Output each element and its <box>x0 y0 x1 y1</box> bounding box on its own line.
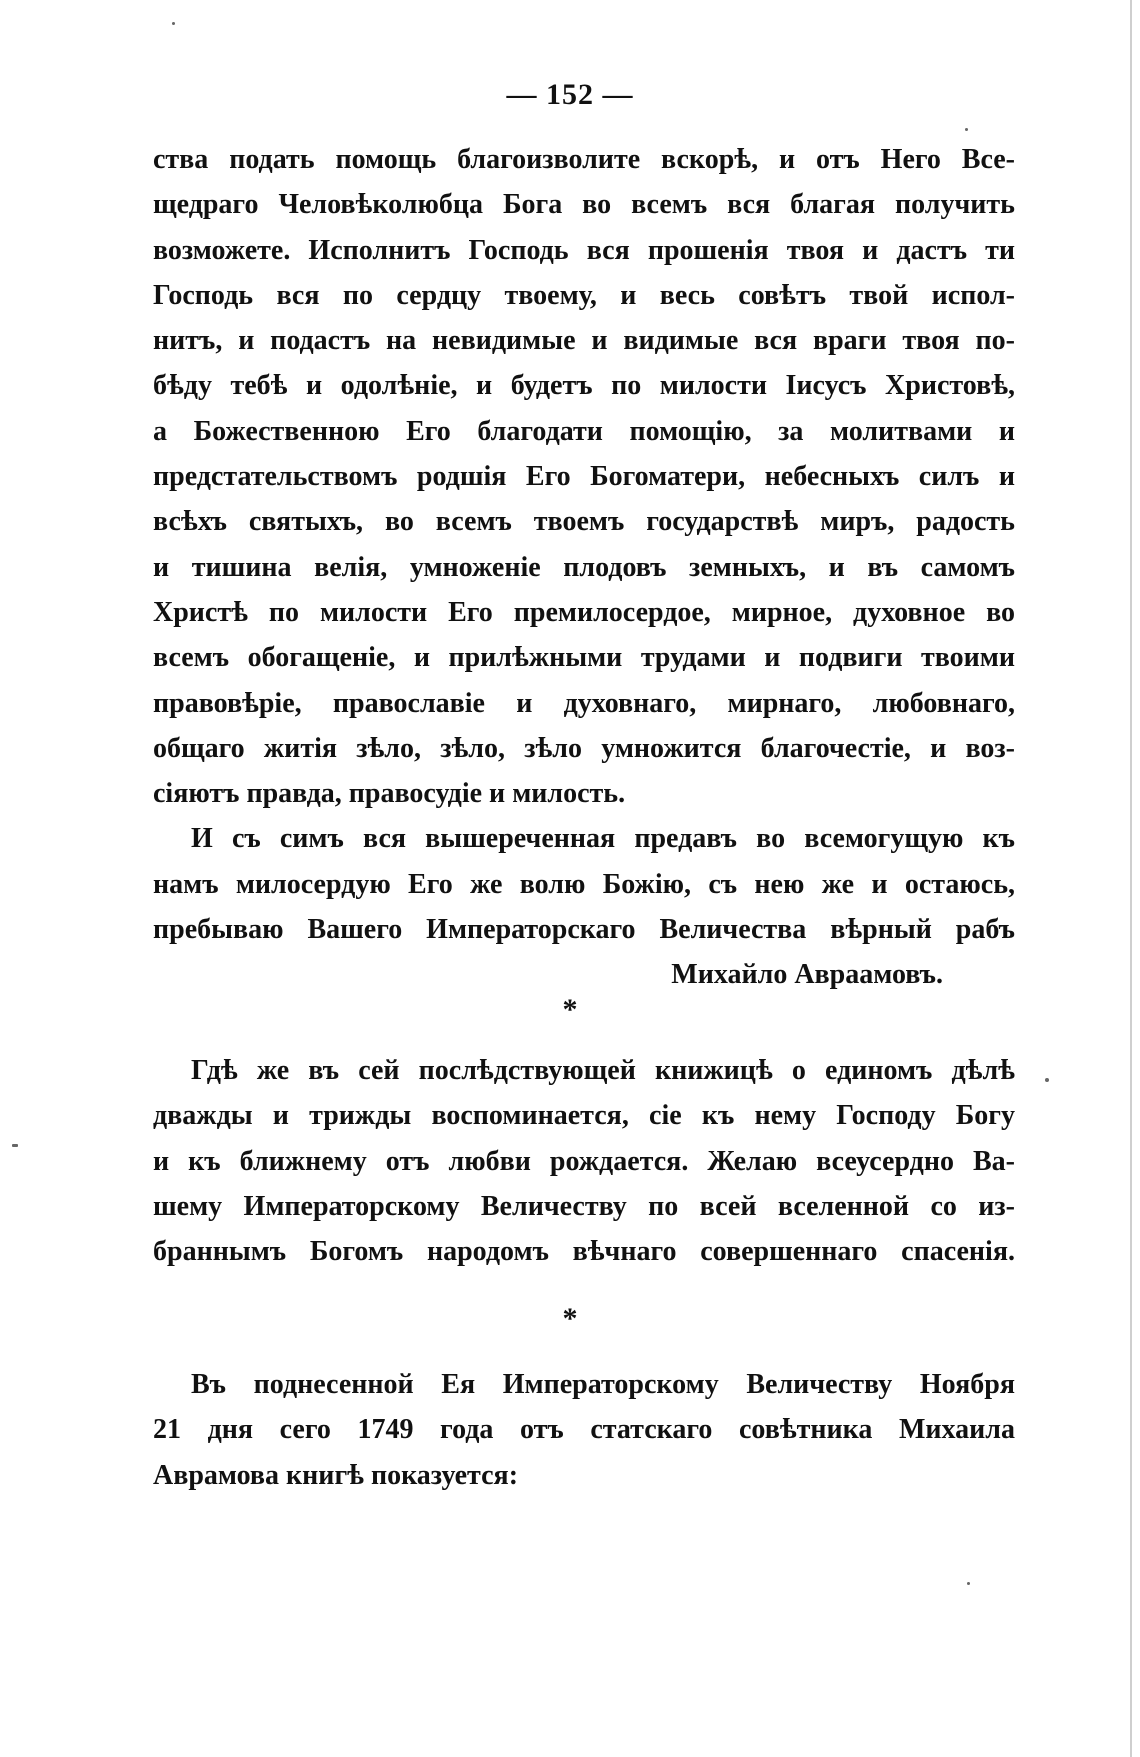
text-line: и къ ближнему отъ любви рождается. Желаю всеусердно Ва- <box>153 1145 1015 1177</box>
text-line: шему Императорскому Величеству по всей вселенной со из- <box>153 1190 1015 1222</box>
signature: Михайло Авраамовъ. <box>671 959 943 991</box>
text-line: бѣду тебѣ и одолѣніе, и будетъ по милости Іисусъ Христовѣ, <box>153 370 1015 402</box>
text-line: а Божественною Его благодати помощію, за молитвами и <box>153 415 1015 447</box>
text-line: щедраго Человѣколюбца Бога во всемъ вся благая получить <box>153 189 1015 221</box>
text-line: возможете. Исполнитъ Господь вся прошенія твоя и дастъ ти <box>153 234 1015 266</box>
text-line: всемъ обогащеніе, и прилѣжными трудами и подвиги твоими <box>153 642 1015 674</box>
closing-paragraph <box>153 1362 1015 1498</box>
text-line: правовѣріе, православіе и духовнаго, мирнаго, любовнаго, <box>153 687 1015 719</box>
text-line: браннымъ Богомъ народомъ вѣчнаго совершеннаго спасенія. <box>153 1236 1015 1268</box>
text-line: дважды и трижды воспоминается, сіе къ нему Господу Богу <box>153 1100 1015 1132</box>
text-line: Христѣ по милости Его премилосердое, мирное, духовное во <box>153 596 1015 628</box>
text-line: и тишина велія, умноженіе плодовъ земныхъ, и въ самомъ <box>153 551 1015 583</box>
text-line: И съ симъ вся вышереченная предавъ во всемогущую къ <box>191 823 1015 855</box>
asterisk-separator: * <box>562 1302 578 1335</box>
main-text <box>153 137 1015 998</box>
text-line: намъ милосердую Его же волю Божію, съ нею же и остаюсь, <box>153 868 1015 900</box>
text-line: Аврамова книгѣ показуется: <box>153 1459 519 1491</box>
text-line: предстательствомъ родшія Его Богоматери, небесныхъ силъ и <box>153 461 1015 493</box>
text-line: Въ поднесенной Ея Императорскому Величеству Ноября <box>191 1369 1015 1400</box>
text-line: пребываю Вашего Императорскаго Величества вѣрный рабъ <box>153 914 1015 946</box>
text-line: ства подать помощь благоизволите вскорѣ, и отъ Него Все- <box>153 144 1015 175</box>
scan-speck <box>172 22 175 25</box>
scan-speck <box>1045 1078 1049 1082</box>
scan-speck <box>965 128 968 131</box>
scan-speck <box>967 1582 970 1585</box>
page-number: — 152 — <box>506 78 634 111</box>
text-line: 21 дня сего 1749 года отъ статскаго совѣтника Михаила <box>153 1414 1015 1446</box>
page-edge-rule <box>1130 0 1132 1757</box>
scan-speck <box>12 1144 18 1147</box>
text-line: Господь вся по сердцу твоему, и весь совѣтъ твой испол- <box>153 279 1015 311</box>
text-line: всѣхъ святыхъ, во всемъ твоемъ государствѣ миръ, радость <box>153 506 1015 538</box>
asterisk-separator: * <box>562 993 578 1026</box>
text-line: нитъ, и подастъ на невидимые и видимые вся враги твоя по- <box>153 325 1015 357</box>
text-line: Гдѣ же въ сей послѣдствующей книжицѣ о единомъ дѣлѣ <box>191 1055 1015 1086</box>
note-paragraph <box>153 1048 1015 1274</box>
text-line: сіяютъ правда, правосудіе и милость. <box>153 778 626 810</box>
text-line: общаго житія зѣло, зѣло, зѣло умножится благочестіе, и воз- <box>153 732 1015 764</box>
